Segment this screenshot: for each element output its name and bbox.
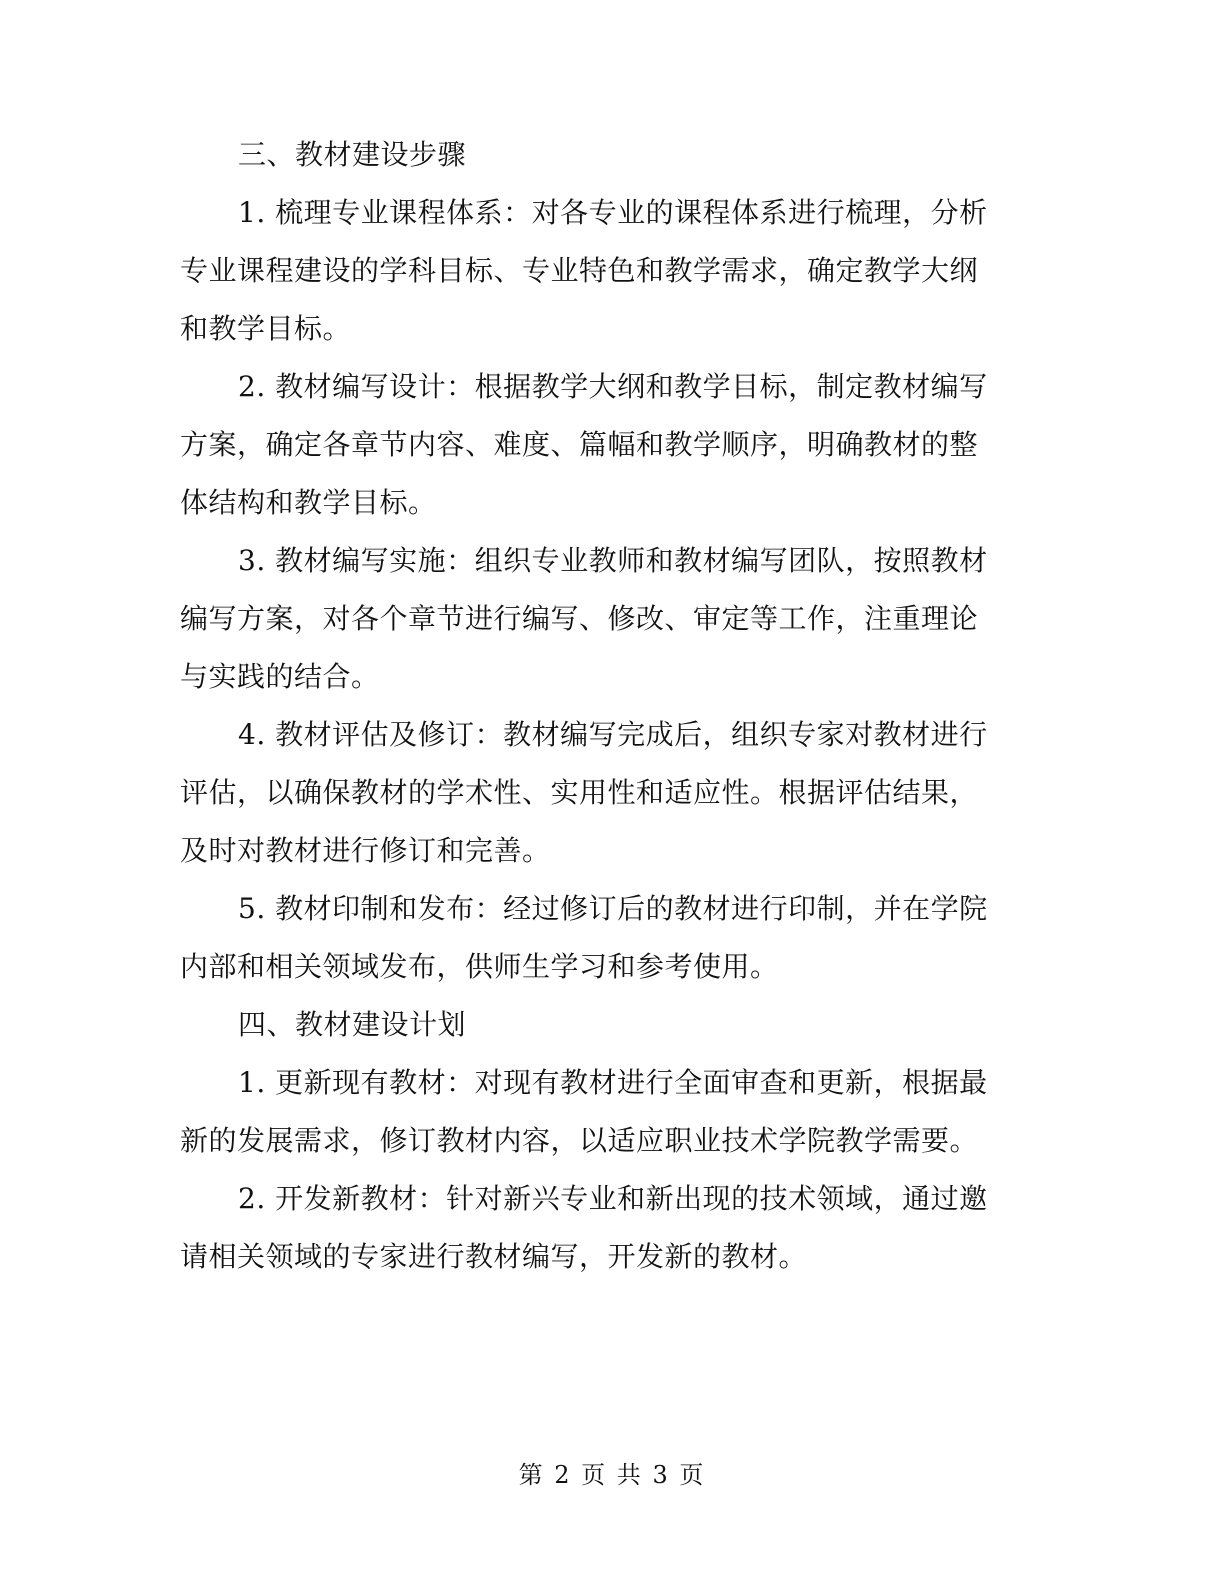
paragraph-line: 编写方案，对各个章节进行编写、修改、审定等工作，注重理论 bbox=[180, 602, 979, 635]
paragraph-line: 和教学目标。 bbox=[180, 312, 352, 345]
paragraph-line: 3. 教材编写实施：组织专业教师和教材编写团队，按照教材 bbox=[238, 544, 988, 577]
section-heading bbox=[180, 126, 1030, 184]
paragraph-line: 方案，确定各章节内容、难度、篇幅和教学顺序，明确教材的整 bbox=[180, 428, 979, 461]
paragraph bbox=[180, 706, 1030, 880]
paragraph-line: 4. 教材评估及修订：教材编写完成后，组织专家对教材进行 bbox=[238, 718, 988, 751]
paragraph bbox=[180, 532, 1030, 706]
paragraph-line: 内部和相关领域发布，供师生学习和参考使用。 bbox=[180, 950, 779, 983]
heading-text: 三、教材建设步骤 bbox=[238, 138, 467, 171]
paragraph-line: 2. 开发新教材：针对新兴专业和新出现的技术领域，通过邀 bbox=[238, 1182, 988, 1215]
paragraph-line: 1. 更新现有教材：对现有教材进行全面审查和更新，根据最 bbox=[238, 1066, 988, 1099]
paragraph-line: 2. 教材编写设计：根据教学大纲和教学目标，制定教材编写 bbox=[238, 370, 988, 403]
page-footer bbox=[0, 1460, 1224, 1490]
section-heading bbox=[180, 996, 1030, 1054]
paragraph bbox=[180, 358, 1030, 532]
paragraph-line: 新的发展需求，修订教材内容，以适应职业技术学院教学需要。 bbox=[180, 1124, 979, 1157]
document-body bbox=[180, 126, 1030, 1286]
paragraph-line: 请相关领域的专家进行教材编写，开发新的教材。 bbox=[180, 1240, 808, 1273]
paragraph bbox=[180, 880, 1030, 996]
paragraph-line: 与实践的结合。 bbox=[180, 660, 380, 693]
paragraph-line: 评估，以确保教材的学术性、实用性和适应性。根据评估结果， bbox=[180, 776, 979, 809]
paragraph-line: 及时对教材进行修订和完善。 bbox=[180, 834, 551, 867]
page-number-label: 第 2 页 共 3 页 bbox=[518, 1461, 706, 1489]
paragraph-line: 1. 梳理专业课程体系：对各专业的课程体系进行梳理，分析 bbox=[238, 196, 988, 229]
paragraph bbox=[180, 184, 1030, 358]
paragraph-line: 体结构和教学目标。 bbox=[180, 486, 437, 519]
paragraph-line: 专业课程建设的学科目标、专业特色和教学需求，确定教学大纲 bbox=[180, 254, 979, 287]
paragraph bbox=[180, 1170, 1030, 1286]
paragraph bbox=[180, 1054, 1030, 1170]
heading-text: 四、教材建设计划 bbox=[238, 1008, 467, 1041]
paragraph-line: 5. 教材印制和发布：经过修订后的教材进行印制，并在学院 bbox=[238, 892, 988, 925]
